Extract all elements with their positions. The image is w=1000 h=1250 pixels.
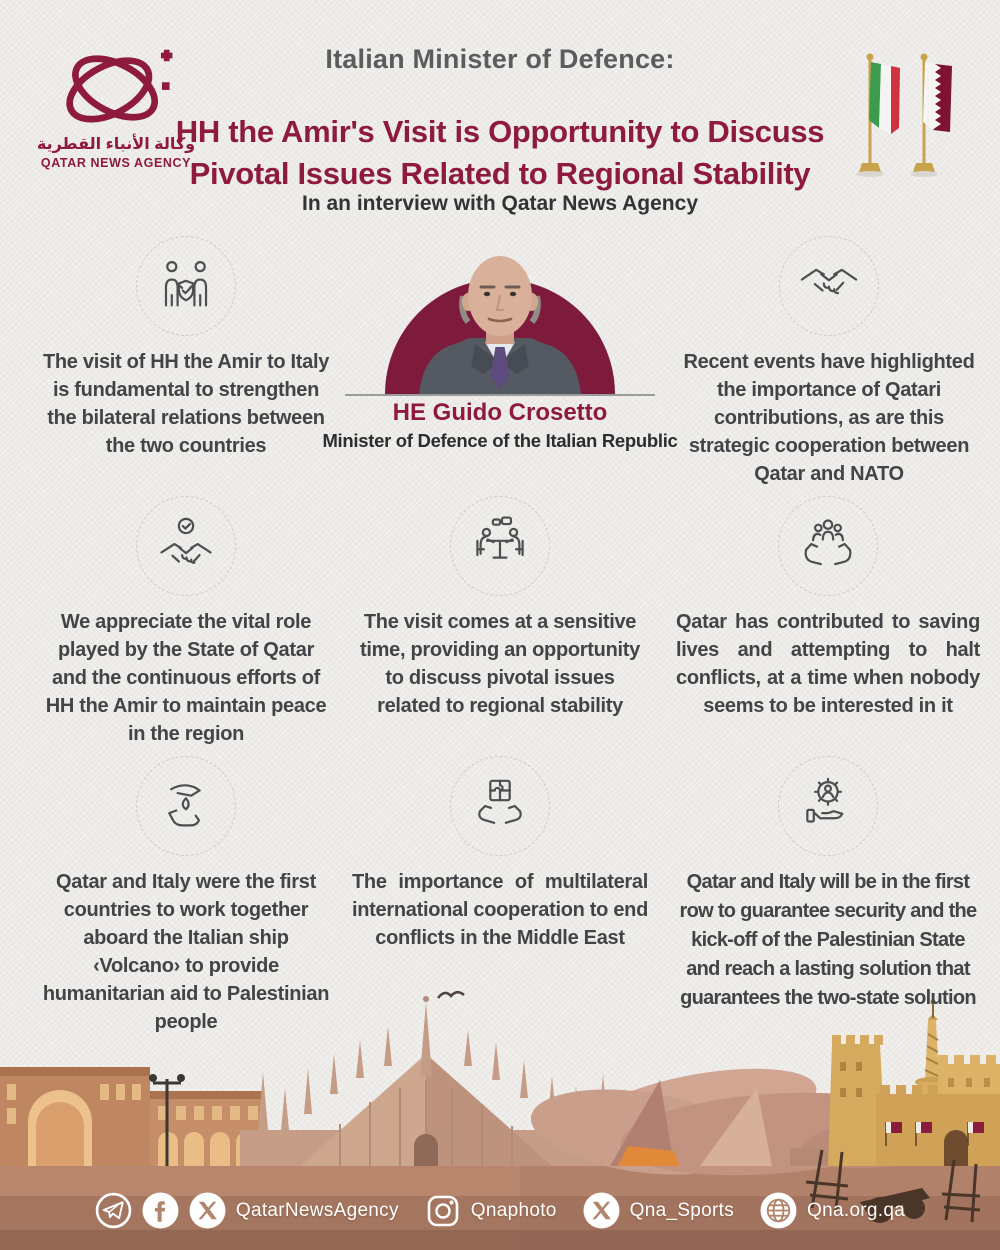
social-handle-text[interactable]: Qnaphoto bbox=[470, 1199, 557, 1221]
quote-text: Qatar has contributed to saving lives and attempting to halt conflicts, at a time when nobody seems to be interested in it bbox=[676, 611, 980, 717]
dialogue-meeting-icon bbox=[450, 496, 550, 596]
quote-block-sensitive-time bbox=[352, 496, 648, 720]
bilateral-relations-icon bbox=[136, 236, 236, 336]
divider-line bbox=[345, 394, 655, 396]
quote-text: The visit of HH the Amir to Italy is fundamental to strengthen the bilateral relations between the two countries bbox=[42, 351, 330, 457]
quote-text: We appreciate the vital role played by the State of Qatar and the continuous efforts of HH the Amir to maintain peace in the region bbox=[45, 611, 327, 745]
quote-block-saving-lives bbox=[676, 496, 980, 720]
person-role: Minister of Defence of the Italian Republic bbox=[322, 430, 678, 451]
social-handle-text[interactable]: QatarNewsAgency bbox=[235, 1199, 399, 1221]
quote-text: Qatar and Italy will be in the first row to guarantee security and the kick-off of the Palestinian State and reach a lasting solution that guarantees the two-state solution bbox=[679, 871, 977, 1009]
saving-lives-icon bbox=[778, 496, 878, 596]
x-icon[interactable] bbox=[583, 1192, 620, 1229]
quote-block-nato bbox=[678, 236, 980, 488]
cooperation-puzzle-icon bbox=[450, 756, 550, 856]
quote-block-multilateral bbox=[352, 756, 648, 952]
social-handle-qatarnewsagency[interactable] bbox=[95, 1192, 399, 1229]
kicker: Italian Minister of Defence: bbox=[325, 44, 675, 74]
handshake-icon bbox=[779, 236, 879, 336]
quote-block-bilateral bbox=[40, 236, 332, 460]
social-handle-website[interactable] bbox=[760, 1192, 905, 1229]
social-handle-text[interactable]: Qna.org.qa bbox=[807, 1199, 906, 1221]
quote-block-volcano bbox=[40, 756, 332, 1036]
social-handle-qnaphoto[interactable] bbox=[425, 1193, 557, 1229]
quote-text: Qatar and Italy were the first countries to work together aboard the Italian ship ‹Volcano› to provide humanitarian aid to Palestinian people bbox=[42, 871, 330, 1033]
agreement-check-icon bbox=[136, 496, 236, 596]
qna-logo-english: QATAR NEWS AGENCY bbox=[40, 156, 192, 170]
title-line-2: Pivotal Issues Related to Regional Stability bbox=[189, 155, 811, 191]
quote-block-vital-role bbox=[40, 496, 332, 748]
quote-block-two-state bbox=[676, 756, 980, 1013]
facebook-icon[interactable] bbox=[142, 1192, 179, 1229]
security-guarantee-icon bbox=[778, 756, 878, 856]
subtitle: In an interview with Qatar News Agency bbox=[302, 192, 698, 215]
quote-text: The visit comes at a sensitive time, providing an opportunity to discuss pivotal issues related to regional stability bbox=[360, 611, 640, 717]
qna-logo bbox=[36, 44, 196, 170]
flags-stand bbox=[842, 48, 952, 185]
qatar-flag bbox=[910, 54, 952, 178]
x-icon[interactable] bbox=[189, 1192, 226, 1229]
qna-logo-arabic: وكالة الأنباء القطرية bbox=[36, 136, 196, 153]
qna-logo-mark bbox=[52, 44, 180, 132]
quote-text: Recent events have highlighted the importance of Qatari contributions, as are this strategic cooperation between Qatar and NATO bbox=[683, 351, 975, 485]
instagram-icon[interactable] bbox=[425, 1193, 461, 1229]
person-name: HE Guido Crosetto bbox=[392, 399, 608, 426]
seagull bbox=[438, 992, 464, 998]
telegram-icon[interactable] bbox=[95, 1192, 132, 1229]
humanitarian-aid-icon bbox=[136, 756, 236, 856]
quote-text: The importance of multilateral international cooperation to end conflicts in the Middle East bbox=[352, 871, 648, 949]
globe-icon[interactable] bbox=[760, 1192, 797, 1229]
social-bar bbox=[0, 1192, 1000, 1229]
italy-flag bbox=[856, 54, 900, 178]
social-handle-text[interactable]: Qna_Sports bbox=[629, 1199, 735, 1221]
social-handle-qna-sports[interactable] bbox=[583, 1192, 734, 1229]
title-line-1: HH the Amir's Visit is Opportunity to Discuss bbox=[175, 113, 825, 149]
minister-portrait bbox=[375, 244, 625, 394]
milan-galleria bbox=[0, 1067, 262, 1166]
